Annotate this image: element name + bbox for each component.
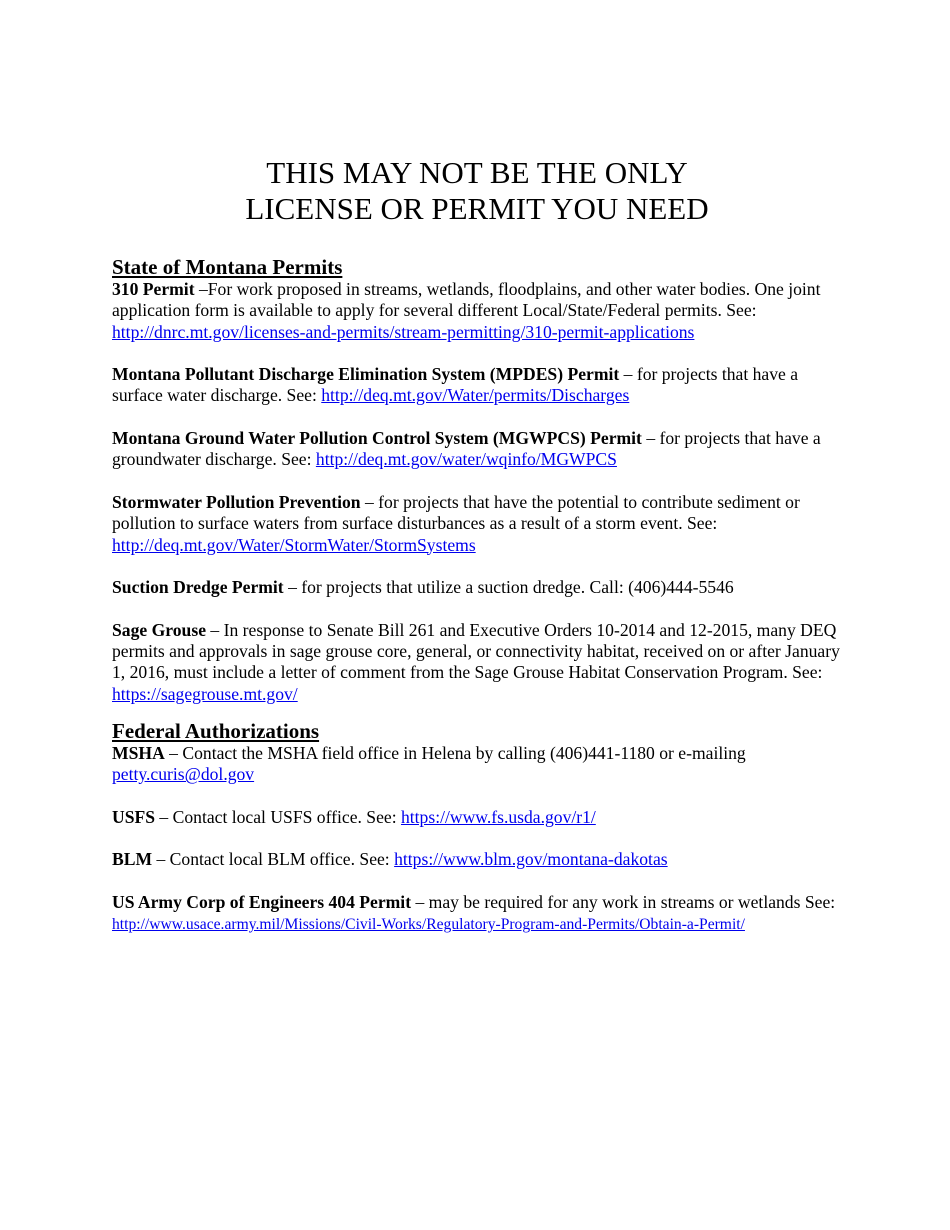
federal-authorizations-section (112, 719, 842, 936)
auth-usfs-name: USFS (112, 806, 156, 827)
permit-310-name: 310 Permit (112, 279, 195, 299)
permit-stormwater-link[interactable]: http://deq.mt.gov/Water/StormWater/StormSystems (112, 534, 476, 555)
auth-usace-404-text: – may be required for any work in streams or wetlands See: (411, 892, 836, 913)
permit-mpdes-text: – for projects that have a surface water discharge. See: (112, 364, 799, 406)
auth-msha-text: – Contact the MSHA field office in Helena by calling (406)441-1180 or e-mailing (164, 742, 746, 763)
permit-stormwater-text: – for projects that have the potential to contribute sediment or pollution to surface waters from surface disturbances as a result of a storm event. See: (112, 491, 800, 534)
permit-sage-grouse-link[interactable]: https://sagegrouse.mt.gov/ (112, 683, 298, 704)
page-title (112, 155, 842, 227)
permit-stormwater (112, 492, 842, 556)
auth-usfs-link[interactable]: https://www.fs.usda.gov/r1/ (400, 806, 596, 827)
permit-sage-grouse-name: Sage Grouse (112, 619, 206, 640)
permit-310-link[interactable]: http://dnrc.mt.gov/licenses-and-permits/stream-permitting/310-permit-applications (112, 321, 695, 342)
permit-310-text: –For work proposed in streams, wetlands, floodplains, and other water bodies. One joint application form is available to apply for several different Local/State/Federal permits. See: (112, 279, 821, 321)
auth-usfs (112, 807, 842, 828)
permit-suction-dredge-name: Suction Dredge Permit (112, 577, 284, 598)
permit-mpdes (112, 364, 842, 407)
auth-blm-name: BLM (112, 849, 153, 870)
auth-usace-404-name: US Army Corp of Engineers 404 Permit (112, 892, 412, 913)
permit-mgwpcs-link[interactable]: http://deq.mt.gov/water/wqinfo/MGWPCS (315, 449, 617, 470)
permit-sage-grouse (112, 620, 842, 705)
permit-stormwater-name: Stormwater Pollution Prevention (112, 491, 361, 512)
permit-mpdes-name: Montana Pollutant Discharge Elimination System (MPDES) Permit (112, 364, 620, 385)
auth-usfs-text: – Contact local USFS office. See: (155, 806, 401, 827)
auth-msha (112, 743, 842, 786)
permit-mgwpcs (112, 428, 842, 471)
auth-msha-name: MSHA (112, 742, 165, 763)
federal-authorizations-heading: Federal Authorizations (112, 718, 320, 743)
permit-mgwpcs-name: Montana Ground Water Pollution Control System (MGWPCS) Permit (112, 428, 642, 449)
permit-suction-dredge-text: – for projects that utilize a suction dredge. Call: (406)444-5546 (283, 577, 734, 598)
permit-mgwpcs-text: – for projects that have a groundwater discharge. See: (112, 428, 821, 470)
auth-blm-link[interactable]: https://www.blm.gov/montana-dakotas (394, 849, 668, 870)
permit-sage-grouse-text: – In response to Senate Bill 261 and Executive Orders 10-2014 and 12-2015, many DEQ permits and approvals in sage grouse core, general, or connectivity habitat, received on or after January 1, 2016, must include a letter of comment from the Sage Grouse Habitat Conservation Program. See: (112, 619, 840, 683)
document-page (112, 155, 842, 957)
auth-blm (112, 849, 842, 870)
permit-suction-dredge (112, 577, 842, 598)
permit-310 (112, 279, 842, 343)
auth-blm-text: – Contact local BLM office. See: (152, 849, 395, 870)
auth-usace-404-link[interactable]: http://www.usace.army.mil/Missions/Civil-Works/Regulatory-Program-and-Permits/Obtain-a-Permit/ (112, 916, 745, 934)
state-permits-section (112, 255, 842, 705)
state-permits-heading: State of Montana Permits (112, 255, 343, 279)
permit-mpdes-link[interactable]: http://deq.mt.gov/Water/permits/Discharges (321, 385, 630, 406)
title-line-1: THIS MAY NOT BE THE ONLY (266, 155, 688, 190)
title-line-2: LICENSE OR PERMIT YOU NEED (245, 191, 709, 226)
auth-msha-email-link[interactable]: petty.curis@dol.gov (112, 764, 255, 785)
auth-usace-404 (112, 892, 842, 936)
